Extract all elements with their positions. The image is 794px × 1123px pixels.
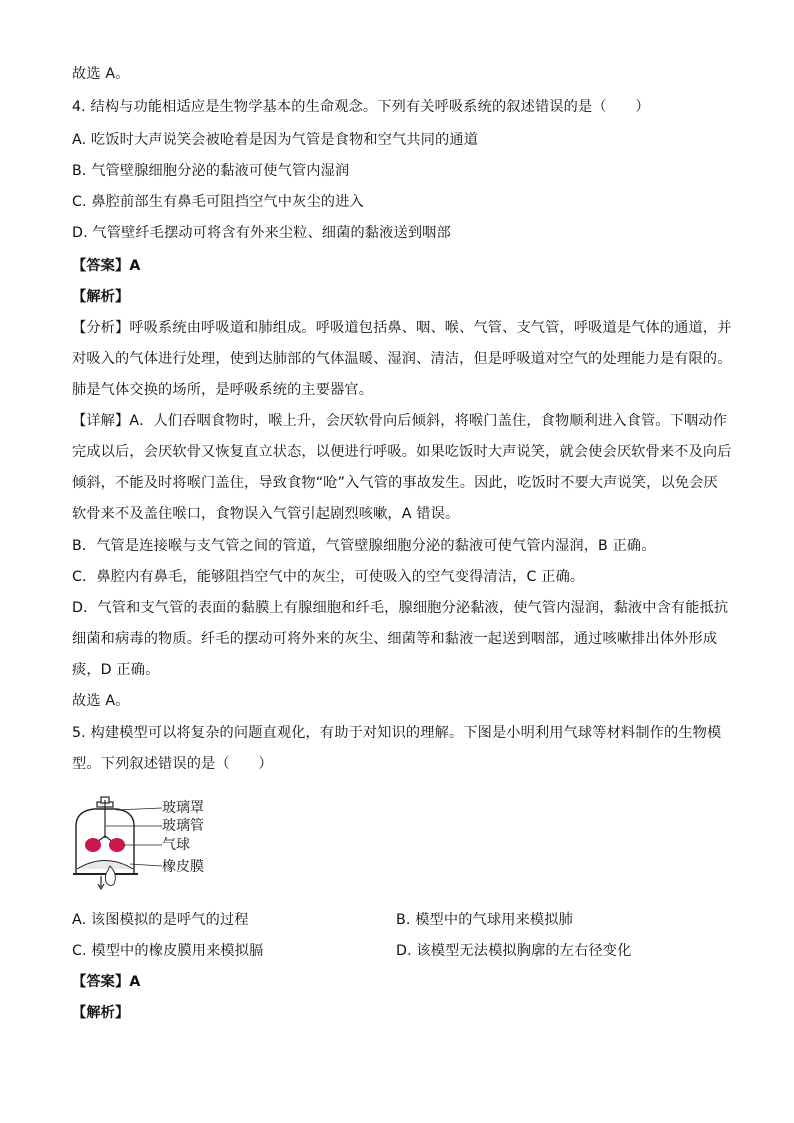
analysis-heading: 【解析】 bbox=[72, 289, 130, 305]
question-5-stem: 5. 构建模型可以将复杂的问题直观化，有助于对知识的理解。下图是小明利用气球等材料制作的生物模 bbox=[72, 725, 722, 741]
question-4-stem: 4. 结构与功能相适应是生物学基本的生命观念。下列有关呼吸系统的叙述错误的是（ ） bbox=[72, 99, 650, 115]
question-4-option-b: B. 气管壁腺细胞分泌的黏液可使气管内湿润 bbox=[72, 163, 350, 179]
lung-model-figure bbox=[72, 796, 242, 892]
question-5-option-a: A. 该图模拟的是呼气的过程 bbox=[72, 912, 249, 928]
rubber-membrane bbox=[77, 861, 133, 870]
text-line: 【分析】呼吸系统由呼吸道和肺组成。呼吸道包括鼻、咽、喉、气管、支气管，呼吸道是气体的通道，并 bbox=[72, 320, 732, 336]
bell-jar-diagram bbox=[72, 796, 162, 892]
balloon-left bbox=[85, 838, 101, 852]
text-line: 细菌和病毒的物质。纤毛的摆动可将外来的灰尘、细菌等和黏液一起送到咽部，通过咳嗽排出体外形成 bbox=[72, 631, 718, 647]
question-4-option-c: C. 鼻腔前部生有鼻毛可阻挡空气中灰尘的进入 bbox=[72, 194, 364, 210]
text-line: 痰，D 正确。 bbox=[72, 662, 160, 678]
answer-heading: 【答案】A bbox=[72, 974, 141, 990]
label-rubber-membrane: 橡皮膜 bbox=[162, 859, 204, 875]
text-line: 故选 A。 bbox=[72, 693, 130, 709]
text-line: 对吸入的气体进行处理，使到达肺部的气体温暖、湿润、清洁，但是呼吸道对空气的处理能力是有限的。 bbox=[72, 351, 732, 367]
answer-heading: 【答案】A bbox=[72, 258, 141, 274]
text-line: 倾斜，不能及时将喉门盖住，导致食物“呛”入气管的事故发生。因此，吃饭时不要大声说笑，以免会厌 bbox=[72, 475, 718, 491]
question-5-option-b: B. 模型中的气球用来模拟肺 bbox=[396, 912, 573, 928]
text-line: D．气管和支气管的表面的黏膜上有腺细胞和纤毛，腺细胞分泌黏液，使气管内湿润，黏液中含有能抵抗 bbox=[72, 600, 729, 616]
text-line: 完成以后，会厌软骨又恢复直立状态，以便进行呼吸。如果吃饭时大声说笑，就会使会厌软骨来不及向后 bbox=[72, 444, 732, 460]
analysis-heading: 【解析】 bbox=[72, 1005, 130, 1021]
label-glass-tube: 玻璃管 bbox=[162, 818, 204, 834]
text-line: 【详解】A．人们吞咽食物时，喉上升，会厌软骨向后倾斜，将喉门盖住，食物顺利进入食管。下咽动作 bbox=[72, 413, 728, 429]
question-4-option-d: D. 气管壁纤毛摆动可将含有外来尘粒、细菌的黏液送到咽部 bbox=[72, 225, 451, 241]
leader-line bbox=[116, 808, 162, 810]
text-line: 软骨来不及盖住喉口，食物误入气管引起剧烈咳嗽，A 错误。 bbox=[72, 506, 460, 522]
text-line: 故选 A。 bbox=[72, 66, 130, 82]
question-4-option-a: A. 吃饭时大声说笑会被呛着是因为气管是食物和空气共同的通道 bbox=[72, 132, 479, 148]
balloon-right bbox=[109, 838, 125, 852]
question-5-stem: 型。下列叙述错误的是（ ） bbox=[72, 756, 273, 772]
question-5-option-d: D. 该模型无法模拟胸廓的左右径变化 bbox=[396, 943, 632, 959]
question-5-option-c: C. 模型中的橡皮膜用来模拟膈 bbox=[72, 943, 264, 959]
label-balloon: 气球 bbox=[162, 837, 190, 853]
text-line: C．鼻腔内有鼻毛，能够阻挡空气中的灰尘，可使吸入的空气变得清洁，C 正确。 bbox=[72, 569, 585, 585]
text-line: 肺是气体交换的场所，是呼吸系统的主要器官。 bbox=[72, 382, 374, 398]
label-bell-jar: 玻璃罩 bbox=[162, 800, 204, 816]
leader-line bbox=[130, 864, 162, 866]
text-line: B．气管是连接喉与支气管之间的管道，气管壁腺细胞分泌的黏液可使气管内湿润，B 正确。 bbox=[72, 538, 656, 554]
